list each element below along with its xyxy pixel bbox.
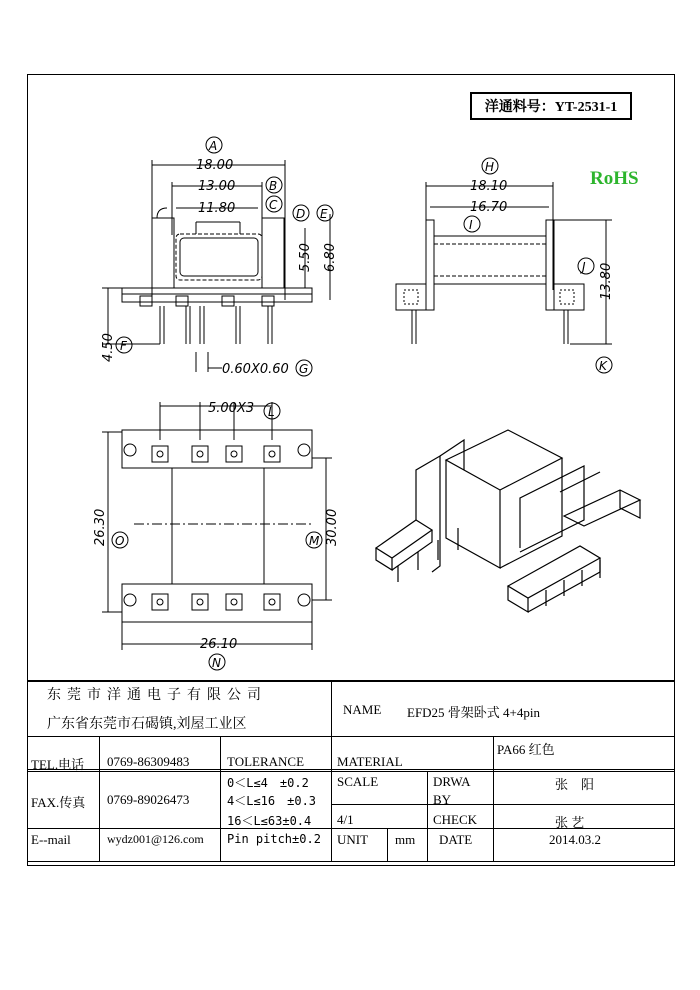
check-label: CHECK <box>433 812 478 827</box>
dim-J: 13.80 <box>599 262 614 300</box>
fax-label: FAX.传真 <box>31 795 86 810</box>
check-value: 张 艺 <box>555 815 585 830</box>
date-label: DATE <box>439 832 473 847</box>
rohs-mark: RoHS <box>590 168 639 189</box>
callout-H: H <box>485 160 495 174</box>
dim-L: 5.00X3 <box>208 401 255 416</box>
material-value: PA66 红色 <box>497 742 555 757</box>
callout-E: E <box>320 207 328 221</box>
unit-label: UNIT <box>337 832 369 847</box>
fax-value: 0769-89026473 <box>107 792 190 807</box>
callout-C: C <box>269 198 278 212</box>
callout-D: D <box>296 207 306 221</box>
callout-M: M <box>309 534 320 548</box>
callout-G: G <box>299 362 309 376</box>
dim-B: 13.00 <box>198 179 236 194</box>
drawby-value: 张 阳 <box>555 777 595 792</box>
callout-N: N <box>212 656 221 670</box>
callout-K: K <box>599 359 607 373</box>
dim-E: 6.80 <box>323 243 338 272</box>
callout-L: L <box>268 405 275 419</box>
company-address: 广东省东莞市石碣镇,刘屋工业区 <box>47 717 247 732</box>
tel-label: TEL.电话 <box>31 757 85 772</box>
tolerance-range-3: 16＜L≤63±0.4 <box>227 814 312 828</box>
dim-H: 18.10 <box>470 179 508 194</box>
dim-A: 18.00 <box>196 158 234 173</box>
dim-G: 0.60X0.60 <box>222 362 289 377</box>
callout-F: F <box>120 339 127 353</box>
tel-value: 0769-86309483 <box>107 754 190 769</box>
dim-I: 16.70 <box>470 200 508 215</box>
drawby-label-2: BY <box>433 792 452 807</box>
unit-value: mm <box>395 832 416 847</box>
date-value: 2014.03.2 <box>549 832 601 847</box>
tolerance-range-2: 4＜L≤16 ±0.3 <box>227 794 317 808</box>
scale-value: 4/1 <box>337 812 354 827</box>
dim-N: 26.10 <box>200 637 238 652</box>
email-value: wydz001@126.com <box>107 832 204 846</box>
dim-F: 4.50 <box>101 333 116 362</box>
dim-C: 11.80 <box>198 201 236 216</box>
pin-pitch-tolerance: Pin pitch±0.2 <box>227 832 321 846</box>
title-block <box>27 680 675 862</box>
callout-B: B <box>269 179 278 193</box>
dim-D: 5.50 <box>298 243 313 272</box>
company-name: 东莞市洋通电子有限公司 <box>47 688 267 703</box>
dim-O: 26.30 <box>93 508 108 546</box>
drawby-label-1: DRWA <box>433 774 471 789</box>
tolerance-label: TOLERANCE <box>227 754 305 769</box>
part-number: 洋通料号：YT-2531-1 <box>484 100 618 115</box>
callout-J: J <box>582 260 586 274</box>
callout-I: I <box>469 218 473 232</box>
dim-M: 30.00 <box>325 508 340 546</box>
tolerance-range-1: 0＜L≤4 ±0.2 <box>227 776 309 790</box>
material-label: MATERIAL <box>337 754 403 769</box>
isometric-view <box>376 430 640 612</box>
email-label: E--mail <box>31 832 71 847</box>
callout-A: A <box>209 139 218 153</box>
name-value: EFD25 骨架卧式 4+4pin <box>407 705 541 720</box>
name-label: NAME <box>343 702 382 717</box>
scale-label: SCALE <box>337 774 379 789</box>
bottom-view <box>102 402 332 670</box>
callout-O: O <box>115 534 125 548</box>
